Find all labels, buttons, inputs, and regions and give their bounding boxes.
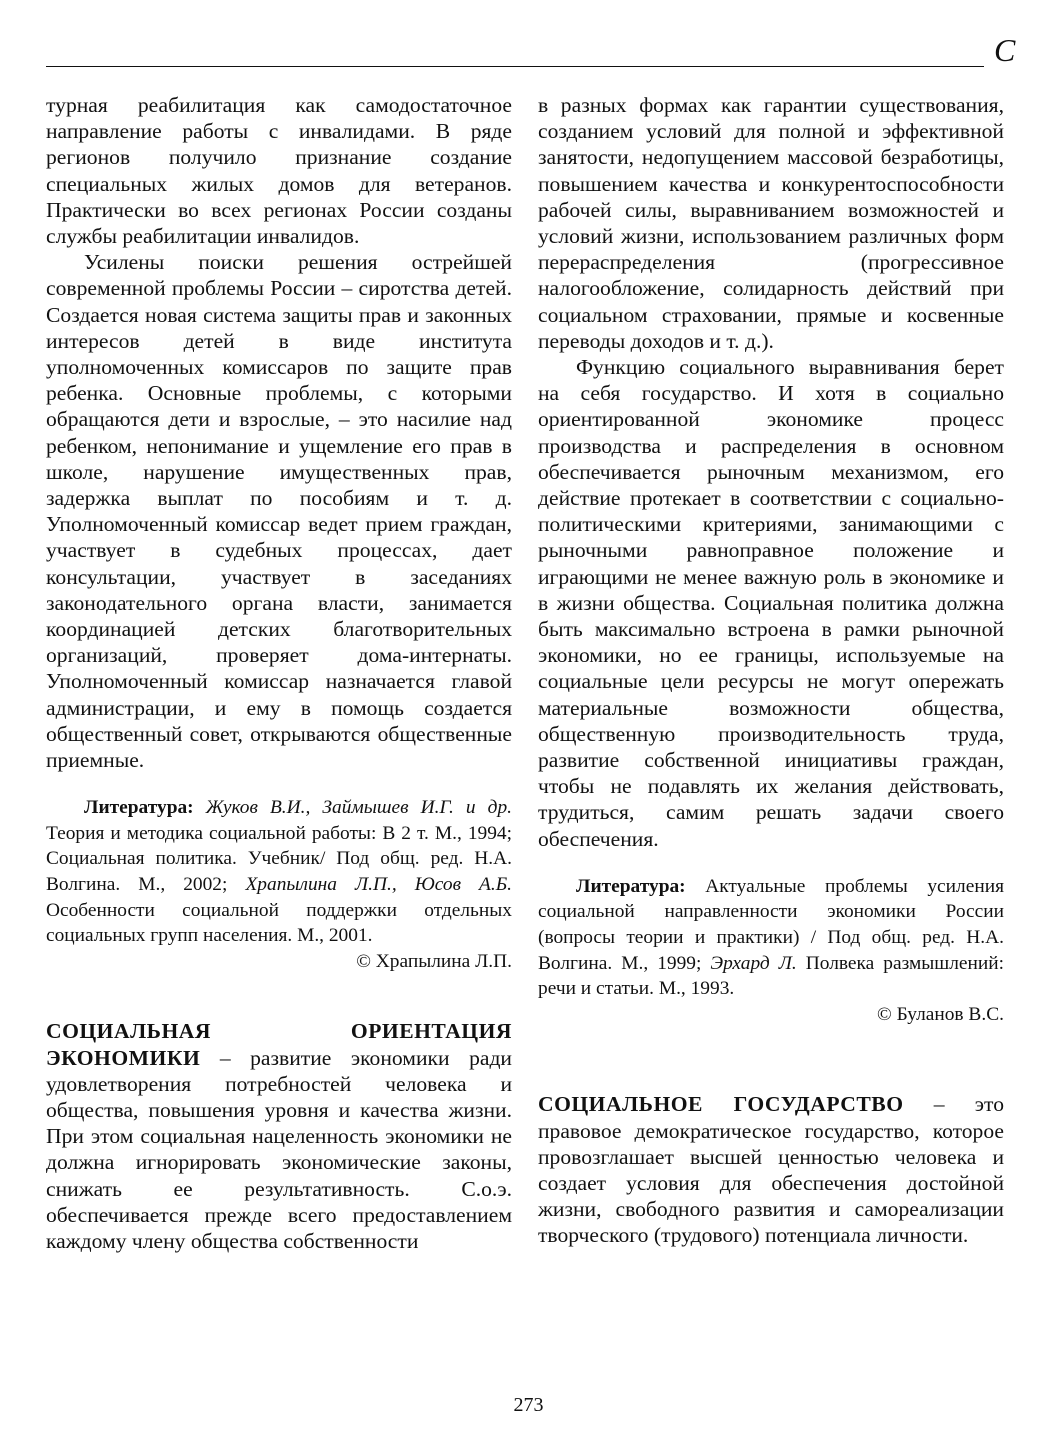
literature-text: Полвека размышлений: речи и статьи. М., 1993. bbox=[538, 952, 1004, 1000]
page-number: 273 bbox=[513, 1394, 544, 1416]
right-paragraph-1: в разных формах как гарантии существования, созданием условий для полной и эффективной занятости, недопущением массовой безработицы, повышением качества и конкурентоспособности рабочей силы, выравниванием возможностей и условий жизни, использованием различных форм перераспределения (прогрессивное налогообложение, солидарность действий при социальном страховании, прямые и косвенные переводы доходов и т. д.). bbox=[538, 93, 1004, 353]
left-paragraph-2: Усилены поиски решения острейшей современной проблемы России – сиротства детей. Создается новая система защиты прав и законных интересов детей в виде института уполномоченных комиссаров по защите прав ребенка. Основные проблемы, с которыми обращаются дети и взрослые, – это насилие над ребенком, непонимание и ущемление его прав в школе, нарушение имущественных прав, задержка выплат по пособиям и т. д. Уполномоченный комиссар ведет прием граждан, участвует в судебных процессах, дает консультации, участвует в заседаниях законодательного органа власти, занимается координацией детских благотворительных организаций, проверяет дома-интернаты. Уполномоченный комиссар назначается главой администрации, и ему в помощь создается общественный совет, открываются общественные приемные. bbox=[46, 250, 512, 773]
right-paragraph-2: Функцию социального выравнивания берет на себя государство. И хотя в социально ориентированной экономике процесс производства и распределения в основном обеспечивается рыночным механизмом, его действие протекает в соответствии с социально-политическими критериями, занимающими с рыночными равноправное положение и играющими не менее важную роль в экономике и в жизни общества. Социальная политика должна быть максимально встроена в рамки рыночной экономики, но ее границы, используемые на социальные цели ресурсы не могут опережать материальные возможности общества, общественную производительность труда, развитие собственной инициативы граждан, чтобы не подавлять их желания действовать, трудиться, самим решать задачи своего обеспечения. bbox=[538, 355, 1004, 851]
literature-label: Литература: bbox=[84, 797, 194, 819]
literature-text: Актуальные проблемы усиления социальной направленности экономики России (вопросы теории и практики) / Под общ. ред. Н.А. Волгина. М., 1999; bbox=[538, 875, 1004, 974]
header-letter: С bbox=[994, 32, 1016, 68]
term-heading: СОЦИАЛЬНАЯ ОРИЕНТАЦИЯ ЭКОНОМИКИ bbox=[46, 1019, 512, 1070]
literature-text: Теория и методика социальной работы: В 2 т. М., 1994; Социальная политика. Учебник/ Под общ. ред. Н.А. Волгина. М., 2002; bbox=[46, 822, 512, 896]
right-copyright: © Буланов В.С. bbox=[877, 1003, 1004, 1025]
literature-authors: Жуков В.И., Займышев И.Г. и др. bbox=[205, 797, 512, 819]
literature-text: Особенности социальной поддержки отдельных социальных групп населения. М., 2001. bbox=[46, 899, 512, 947]
literature-label: Литература: bbox=[576, 875, 686, 897]
right-column bbox=[538, 92, 1004, 1249]
term-heading: СОЦИАЛЬНОЕ ГОСУДАРСТВО bbox=[538, 1092, 904, 1117]
term-definition: – развитие экономики ради удовлетворения потребностей человека и общества, повышения уровня и качества жизни. При этом социальная нацеленность экономики не должна игнорировать экономические законы, снижать ее результативность. С.о.э. обеспечивается прежде всего предоставлением каждому члену общества собственности bbox=[46, 1045, 512, 1254]
right-term-entry bbox=[538, 1091, 1004, 1248]
term-definition: – это правовое демократическое государство, которое провозглашает высшей ценностью человека и создает условия для обеспечения достойной жизни, свободного развития и самореализации творческого (трудового) потенциала личности. bbox=[538, 1092, 1004, 1248]
literature-authors: Эрхард Л. bbox=[710, 952, 797, 974]
left-copyright: © Храпылина Л.П. bbox=[356, 950, 512, 972]
left-paragraph-1: турная реабилитация как самодостаточное направление работы с инвалидами. В ряде регионов получило признание создание специальных жилых домов для ветеранов. Практически во всех регионах России созданы службы реабилитации инвалидов. bbox=[46, 93, 512, 249]
header-rule bbox=[46, 66, 984, 67]
left-term-entry bbox=[46, 1018, 512, 1254]
left-column bbox=[46, 92, 512, 1254]
left-literature bbox=[46, 795, 512, 949]
literature-authors: Храпылина Л.П., Юсов А.Б. bbox=[245, 874, 513, 896]
right-literature bbox=[538, 874, 1004, 1002]
